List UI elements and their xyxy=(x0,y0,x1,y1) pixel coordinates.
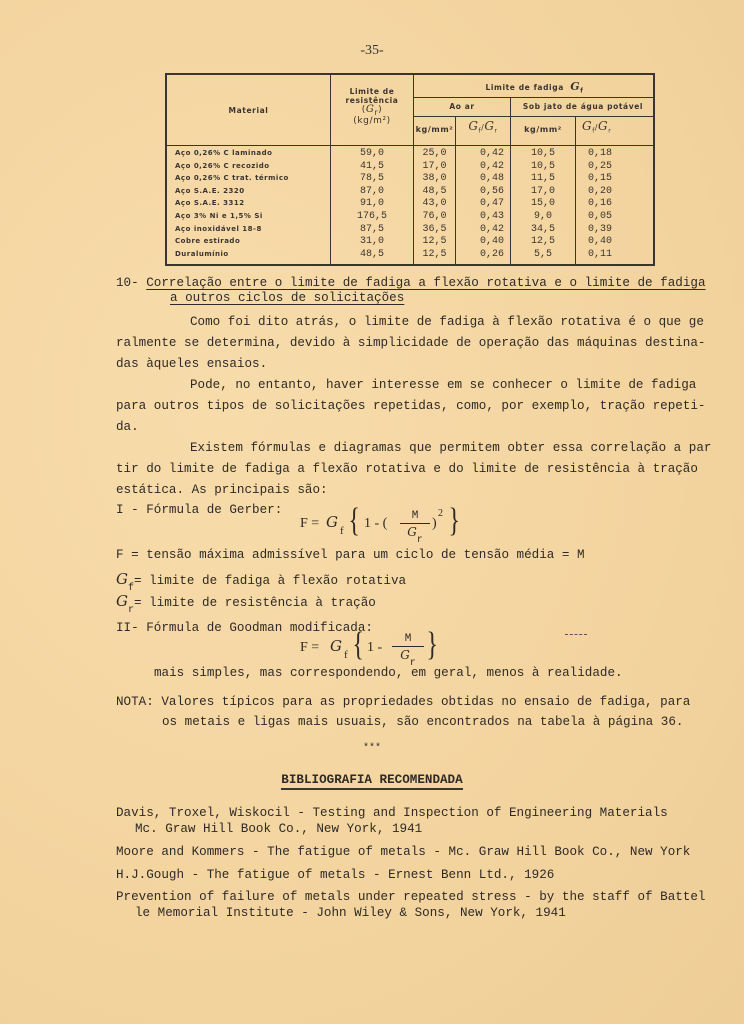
bib-entry: Davis, Troxel, Wiskocil - Testing and Inspection of Engineering Materials xyxy=(116,806,668,820)
cell-ar-ratio: 0,56 xyxy=(479,185,504,197)
header-kg-agua: kg/mm² xyxy=(524,125,562,134)
definition-sigma-r: $G_r=$ limite de resistência à tração xyxy=(116,592,376,616)
header-ratio-agua: $G_f/G_r$ xyxy=(582,119,612,135)
cell-agua-kg: 5,5 xyxy=(533,248,552,260)
left-brace: { xyxy=(352,626,364,663)
cell-ar-ratio: 0,42 xyxy=(479,160,504,172)
cell-material: Aço 3% Ni e 1,5% Si xyxy=(175,212,263,220)
cell-ar-ratio: 0,40 xyxy=(479,236,504,248)
cell-ar-ratio: 0,48 xyxy=(479,173,504,185)
cell-agua-ratio: 0,20 xyxy=(588,185,613,197)
cell-agua-kg: 9,0 xyxy=(533,211,552,222)
paragraph-line: para outros tipos de solicitações repetidas, como, por exemplo, tração repeti- xyxy=(116,399,706,413)
cell-agua-ratio: 0,18 xyxy=(588,148,613,159)
cell-agua-kg: 12,5 xyxy=(530,236,555,248)
fraction: M Gr xyxy=(400,510,430,540)
cell-material: Aço 0,26% C trat. térmico xyxy=(175,174,289,183)
cell-resistencia: 78,5 xyxy=(359,173,384,185)
cell-ar-kg: 17,0 xyxy=(422,160,447,172)
header-limite-fadiga: Limite de fadiga $G_f$ xyxy=(485,80,584,95)
paragraph-line: da. xyxy=(116,420,139,434)
cell-resistencia: 48,5 xyxy=(359,248,384,260)
cell-agua-ratio: 0,16 xyxy=(588,198,613,210)
definition-sigma-f: $G_f=$ limite de fadiga à flexão rotativa xyxy=(116,570,407,594)
cell-agua-kg: 10,5 xyxy=(530,148,555,159)
cell-material: Duralumínio xyxy=(175,249,229,258)
cell-resistencia: 59,0 xyxy=(359,148,384,159)
cell-ar-kg: 43,0 xyxy=(422,198,447,210)
cell-agua-kg: 11,5 xyxy=(530,173,555,185)
cell-material: Aço S.A.E. 2320 xyxy=(175,186,245,195)
bibliography-title: BIBLIOGRAFIA RECOMENDADA xyxy=(0,771,744,789)
bib-entry-cont: le Memorial Institute - John Wiley & Sons, New York, 1941 xyxy=(135,906,566,920)
cell-ar-ratio: 0,43 xyxy=(479,211,504,222)
cell-ar-kg: 12,5 xyxy=(422,236,447,248)
divider xyxy=(413,97,655,98)
cell-agua-ratio: 0,05 xyxy=(588,211,613,222)
nota-line: os metais e ligas mais usuais, são encontrados na tabela à página 36. xyxy=(162,715,684,729)
paragraph-line: Existem fórmulas e diagramas que permitem obter essa correlação a par xyxy=(190,441,712,455)
right-brace: } xyxy=(426,626,438,663)
left-brace: { xyxy=(348,502,360,539)
cell-material: Cobre estirado xyxy=(175,237,241,246)
fraction: M Gr xyxy=(392,633,424,663)
cell-ar-kg: 38,0 xyxy=(422,173,447,185)
cell-ar-kg: 48,5 xyxy=(422,185,447,197)
cell-resistencia: 91,0 xyxy=(359,198,384,210)
cell-agua-ratio: 0,11 xyxy=(588,248,613,260)
header-ratio-ar: $G_f/G_r$ xyxy=(468,119,498,135)
cell-agua-kg: 34,5 xyxy=(530,223,555,235)
paragraph-line: ralmente se determina, devido à simplicidade de operação das máquinas destina- xyxy=(116,336,706,350)
cell-agua-ratio: 0,15 xyxy=(588,173,613,185)
cell-material: Aço S.A.E. 3312 xyxy=(175,199,245,208)
cell-agua-kg: 10,5 xyxy=(530,160,555,172)
cell-ar-kg: 25,0 xyxy=(422,148,447,159)
bib-entry: Prevention of failure of metals under repeated stress - by the staff of Battel xyxy=(116,890,706,904)
stray-mark xyxy=(565,634,587,635)
header-kg-ar: kg/mm² xyxy=(415,125,454,134)
separator: *** xyxy=(362,743,381,754)
paragraph-line: Pode, no entanto, haver interesse em se conhecer o limite de fadiga xyxy=(190,378,697,392)
cell-agua-ratio: 0,39 xyxy=(588,223,613,235)
section-heading: 10- Correlação entre o limite de fadiga a flexão rotativa e o limite de fadiga xyxy=(116,276,706,290)
header-resistencia: Limite de resistência $(G_r)$ (kg/m²) xyxy=(345,87,399,126)
goodman-comment: mais simples, mas correspondendo, em geral, menos à realidade. xyxy=(154,666,623,680)
cell-ar-ratio: 0,42 xyxy=(479,223,504,235)
cell-ar-kg: 12,5 xyxy=(422,248,447,260)
cell-material: Aço 0,26% C recozido xyxy=(175,161,270,170)
bib-entry: Moore and Kommers - The fatigue of metals - Mc. Graw Hill Book Co., New York xyxy=(116,845,691,859)
nota-line: NOTA: Valores típicos para as propriedades obtidas no ensaio de fadiga, para xyxy=(116,695,691,709)
cell-material: Aço inoxidável 18-8 xyxy=(175,224,262,233)
goodman-title: II- Fórmula de Goodman modificada: xyxy=(116,621,373,635)
cell-resistencia: 41,5 xyxy=(359,160,384,172)
cell-resistencia: 87,5 xyxy=(359,223,384,235)
page-number: -35- xyxy=(360,43,384,58)
header-sob-jato-agua: Sob jato de água potável xyxy=(522,102,644,111)
paragraph-line: tir do limite de fadiga a flexão rotativa e do limite de resistência à tração xyxy=(116,462,698,476)
paragraph-line: Como foi dito atrás, o limite de fadiga à flexão rotativa é o que ge xyxy=(190,315,704,329)
cell-agua-ratio: 0,40 xyxy=(588,236,613,248)
fatigue-properties-table xyxy=(165,73,655,266)
cell-agua-ratio: 0,25 xyxy=(588,160,613,172)
cell-resistencia: 87,0 xyxy=(359,185,384,197)
cell-material: Aço 0,26% C laminado xyxy=(175,149,273,157)
cell-resistencia: 176,5 xyxy=(356,211,387,222)
paragraph-line: estática. As principais são: xyxy=(116,483,328,497)
bib-entry: H.J.Gough - The fatigue of metals - Ernest Benn Ltd., 1926 xyxy=(116,868,555,882)
divider xyxy=(413,116,655,117)
header-material: Material xyxy=(228,106,269,115)
paragraph-line: das àqueles ensaios. xyxy=(116,357,268,371)
cell-ar-ratio: 0,26 xyxy=(479,248,504,260)
divider xyxy=(167,145,655,146)
cell-resistencia: 31,0 xyxy=(359,236,384,248)
definition-f: F = tensão máxima admissível para um ciclo de tensão média = M xyxy=(116,548,585,562)
right-brace: } xyxy=(448,502,460,539)
cell-ar-kg: 36,5 xyxy=(422,223,447,235)
gerber-title: I - Fórmula de Gerber: xyxy=(116,503,283,517)
bib-entry-cont: Mc. Graw Hill Book Co., New York, 1941 xyxy=(135,822,423,836)
cell-ar-ratio: 0,42 xyxy=(479,148,504,159)
divider xyxy=(575,116,576,264)
cell-agua-kg: 17,0 xyxy=(530,185,555,197)
cell-ar-kg: 76,0 xyxy=(422,211,447,222)
header-ao-ar: Ao ar xyxy=(449,102,475,111)
cell-ar-ratio: 0,47 xyxy=(479,198,504,210)
cell-agua-kg: 15,0 xyxy=(530,198,555,210)
section-heading-line2: a outros ciclos de solicitações xyxy=(170,291,405,305)
